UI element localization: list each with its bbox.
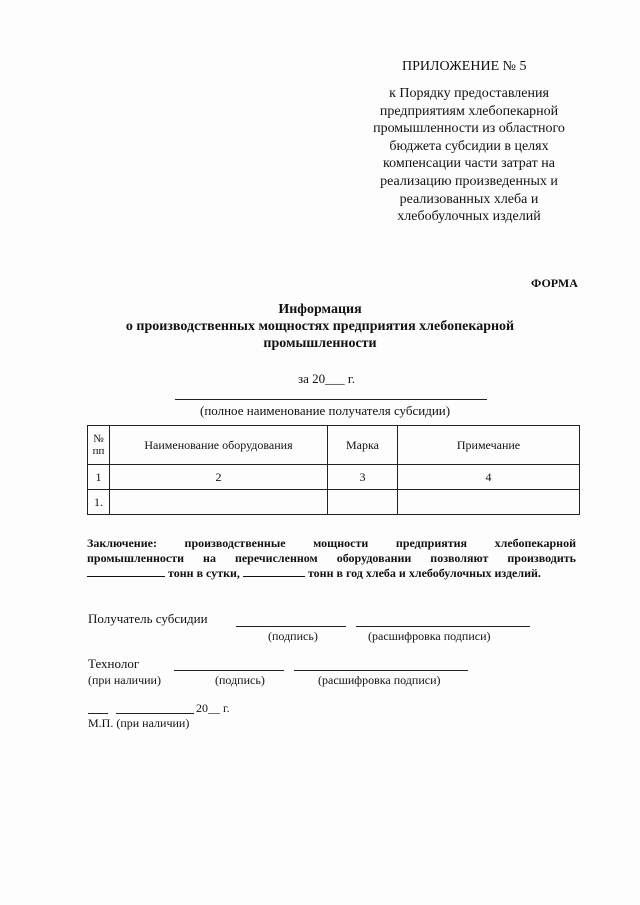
column-index-row <box>88 465 580 490</box>
column-index: 2 <box>110 465 328 490</box>
technologist-signature-field[interactable] <box>174 670 284 671</box>
appendix-subtitle-line: предприятиям хлебопекарной <box>379 103 559 119</box>
signature-caption: (подпись) <box>268 629 318 643</box>
date-year-label: 20__ г. <box>196 701 230 715</box>
technologist-decoding-field[interactable] <box>294 670 468 671</box>
row-number: 1. <box>88 490 110 515</box>
appendix-subtitle-line: к Порядку предоставления <box>389 86 549 101</box>
conclusion-line: промышленности на перечисленном оборудовании позволяют производить <box>87 551 576 565</box>
appendix-subtitle <box>354 85 584 226</box>
header-note: Примечание <box>398 426 580 465</box>
stamp-label: М.П. (при наличии) <box>88 716 190 730</box>
tech-decoding-caption: (расшифровка подписи) <box>318 673 441 687</box>
header-equipment-name: Наименование оборудования <box>110 426 328 465</box>
tech-signature-caption: (подпись) <box>215 673 265 687</box>
table-header-row <box>88 426 580 465</box>
equipment-table <box>87 425 580 515</box>
document-title <box>70 301 570 352</box>
date-month-field[interactable] <box>116 713 194 714</box>
header-number: № пп <box>88 426 110 465</box>
tons-per-year-label: тонн в год хлеба и хлебобулочных изделий. <box>307 566 541 580</box>
appendix-subtitle-line: реализацию произведенных и <box>380 173 558 189</box>
column-index: 1 <box>88 465 110 490</box>
table-row <box>88 490 580 515</box>
period-line: за 20___ г. <box>298 371 356 386</box>
appendix-subtitle-line: промышленности из областного <box>373 121 565 137</box>
appendix-subtitle-line: реализованных хлеба и <box>399 191 539 207</box>
recipient-label: Получатель субсидии <box>88 611 208 626</box>
appendix-subtitle-line: бюджета субсидии в целях <box>389 138 549 154</box>
document-title-line: о производственных мощностях предприятия хлебопекарной <box>125 319 515 334</box>
document-title-line: Информация <box>278 302 362 317</box>
date-day-field[interactable] <box>88 713 108 714</box>
tons-per-day-label: тонн в сутки, <box>168 566 240 580</box>
header-mark: Марка <box>328 426 398 465</box>
appendix-subtitle-line: компенсации части затрат на <box>383 156 555 172</box>
appendix-subtitle-line: хлебобулочных изделий <box>397 209 541 225</box>
tons-per-day-field[interactable] <box>87 576 165 577</box>
decoding-caption: (расшифровка подписи) <box>368 629 491 643</box>
appendix-title: ПРИЛОЖЕНИЕ № 5 <box>402 59 527 74</box>
mark-cell[interactable] <box>328 490 398 515</box>
technologist-label: Технолог <box>88 656 140 671</box>
recipient-signature-field[interactable] <box>236 626 346 627</box>
tons-per-year-field[interactable] <box>243 576 305 577</box>
conclusion <box>87 536 576 581</box>
note-cell[interactable] <box>398 490 580 515</box>
technologist-note: (при наличии) <box>88 673 161 687</box>
conclusion-line <box>87 566 576 581</box>
recipient-name-field[interactable] <box>175 399 487 400</box>
column-index: 3 <box>328 465 398 490</box>
document-title-line: промышленности <box>263 336 377 351</box>
conclusion-line: Заключение: производственные мощности предприятия хлебопекарной <box>87 536 576 550</box>
recipient-caption: (полное наименование получателя субсидии) <box>200 403 451 418</box>
forma-label: ФОРМА <box>531 276 578 290</box>
column-index: 4 <box>398 465 580 490</box>
equipment-name-cell[interactable] <box>110 490 328 515</box>
recipient-decoding-field[interactable] <box>356 626 530 627</box>
